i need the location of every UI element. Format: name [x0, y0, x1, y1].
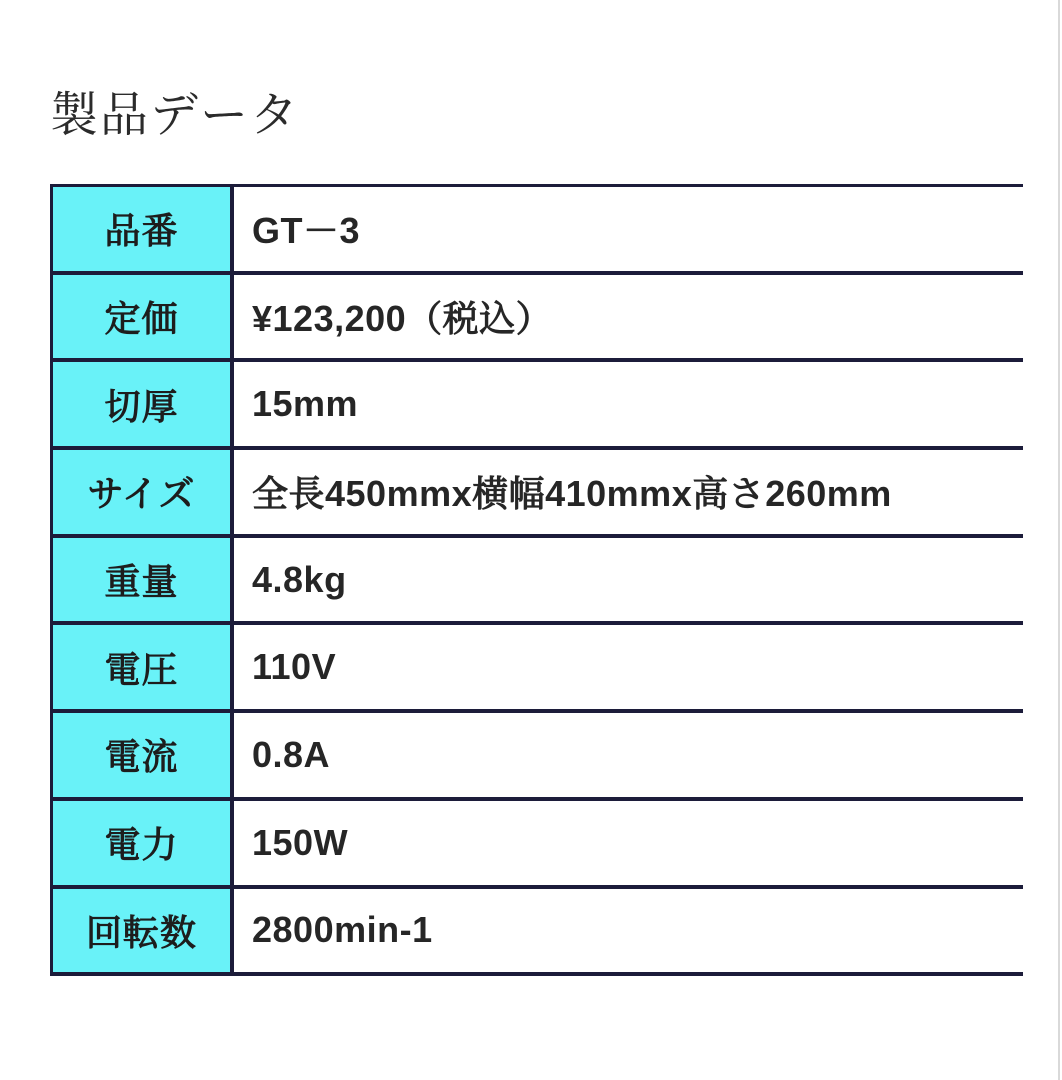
row-label-cell: サイズ [53, 450, 234, 534]
row-value-cell: 150W [234, 801, 1023, 885]
row-value-cell: ¥123,200（税込） [234, 275, 1023, 359]
row-label-cell: 重量 [53, 538, 234, 622]
table-row [53, 801, 1023, 889]
row-value-cell: 全長450mmx横幅410mmx高さ260mm [234, 450, 1023, 534]
row-value-cell: 15mm [234, 362, 1023, 446]
page-title: 製品データ [50, 89, 301, 142]
row-label-cell: 切厚 [53, 362, 234, 446]
table-row [53, 275, 1023, 363]
row-label-cell: 定価 [53, 275, 234, 359]
row-value-cell: 4.8kg [234, 538, 1023, 622]
row-label-cell: 電力 [53, 801, 234, 885]
row-label-cell: 電圧 [53, 625, 234, 709]
row-value-cell: 0.8A [234, 713, 1023, 797]
table-row [53, 362, 1023, 450]
page-edge-divider [1058, 0, 1060, 1080]
table-row [53, 713, 1023, 801]
table-row [53, 187, 1023, 275]
row-label-cell: 品番 [53, 187, 234, 271]
row-value-cell: 2800min-1 [234, 889, 1023, 973]
row-label-cell: 電流 [53, 713, 234, 797]
product-spec-table [50, 184, 1023, 976]
table-row [53, 538, 1023, 626]
table-row [53, 450, 1023, 538]
table-row [53, 889, 1023, 977]
table-row [53, 625, 1023, 713]
row-value-cell: 110V [234, 625, 1023, 709]
row-value-cell: GT－3 [234, 187, 1023, 271]
row-label-cell: 回転数 [53, 889, 234, 973]
